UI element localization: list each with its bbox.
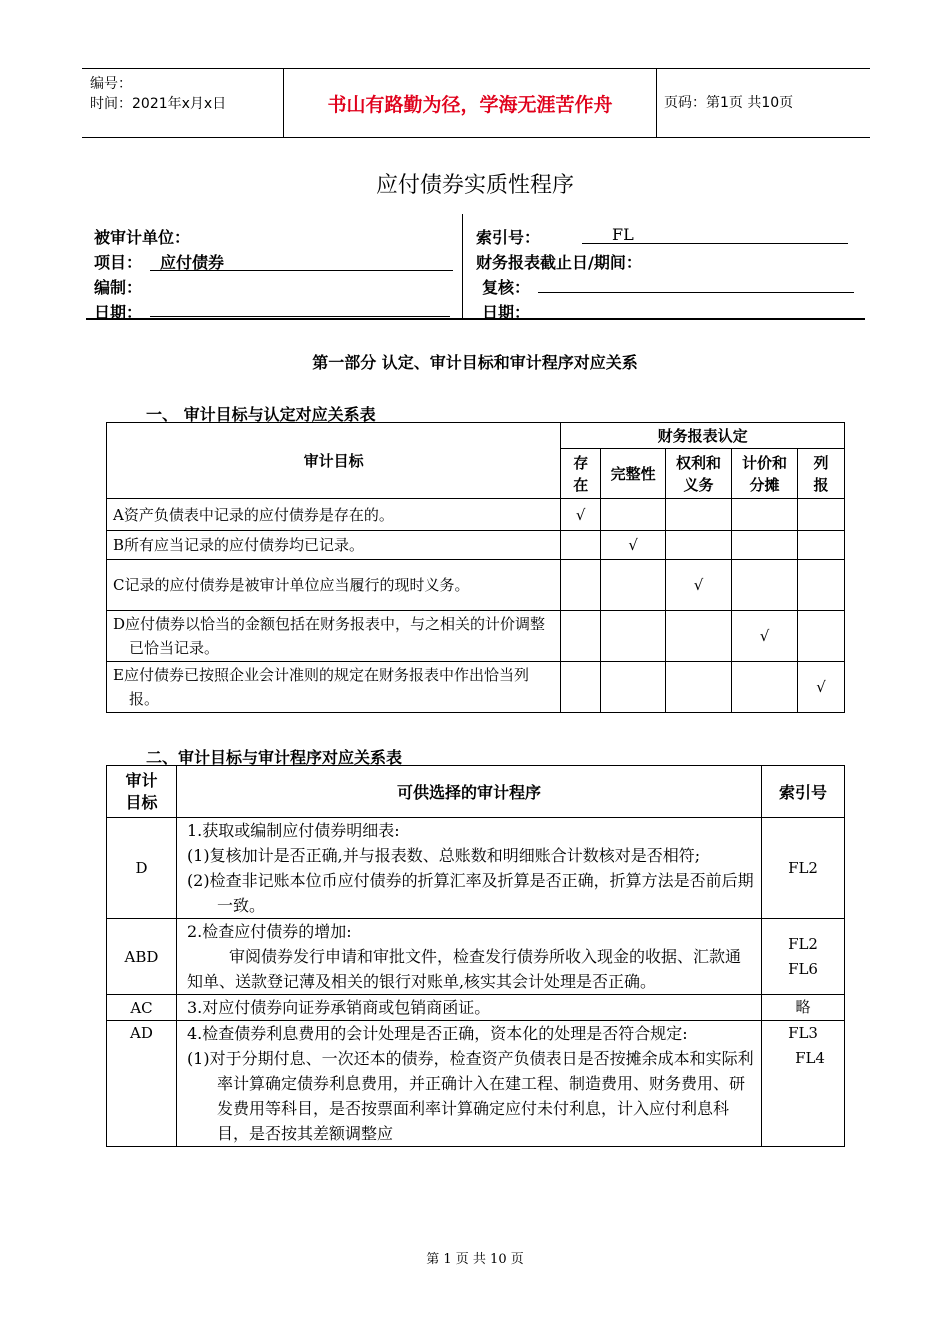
assertion-table: [106, 422, 845, 713]
goal-code: D: [107, 818, 177, 919]
info-divider: [462, 214, 463, 318]
review-label: 复核：: [482, 278, 531, 297]
goal-text: C记录的应付债券是被审计单位应当履行的现时义务。: [113, 576, 470, 594]
table-row: [107, 1021, 845, 1147]
procedure-line: (2)检查非记账本位币应付债券的折算汇率及折算是否正确，折算方法是否前后期一致。: [186, 871, 754, 915]
header-meta: [82, 69, 282, 137]
index-ref: FL6: [788, 959, 818, 978]
procedure-line: 4.检查债券利息费用的会计处理是否正确，资本化的处理是否符合规定:: [186, 1024, 688, 1043]
goal-col-header: 审计目标: [107, 766, 177, 818]
goal-code: AC: [107, 995, 177, 1021]
check-cell: √: [666, 560, 732, 611]
date-label: 日期：: [94, 303, 143, 322]
index-underline: [582, 243, 848, 244]
procedure-table: [106, 765, 845, 1147]
table-row: [107, 611, 845, 662]
header-page: 页码：第1页 共10页: [664, 95, 794, 111]
check-cell: √: [601, 531, 666, 560]
table-row: [107, 662, 845, 713]
assertion-rights: 权利和义务: [666, 449, 732, 499]
assertion-header: 财务报表认定: [561, 423, 845, 449]
check-cell: √: [561, 499, 601, 531]
procedure-line: (1)对于分期付息、一次还本的债券，检查资产负债表日是否按摊余成本和实际利率计算确定债券利息费用，并正确计入在建工程、制造费用、财务费用、研发费用等科目，是否按票面利率计算确定应付未付利息，计入应付利息科目，是否按其差额调整应: [186, 1049, 754, 1143]
index-value: FL: [612, 225, 634, 244]
table-row: [107, 560, 845, 611]
assertion-presentation: 列报: [798, 449, 845, 499]
header-time: 时间：2021年x月x日: [90, 96, 227, 112]
check-cell: √: [798, 662, 845, 713]
goal-code: AD: [107, 1021, 177, 1147]
compiler-label: 编制：: [94, 278, 143, 297]
index-ref: FL4: [795, 1049, 825, 1067]
table-row: [107, 499, 845, 531]
assertion-existence: 存在: [561, 449, 601, 499]
goal-text: A资产负债表中记录的应付债券是存在的。: [113, 505, 394, 524]
unit-label: 被审计单位：: [94, 228, 191, 247]
procedure-line: 3.对应付债券向证券承销商或包销商函证。: [186, 998, 491, 1017]
date-underline: [150, 316, 450, 317]
info-bottom-rule: [86, 318, 865, 320]
period-label: 财务报表截止日/期间：: [476, 253, 642, 272]
page-title: 应付债券实质性程序: [375, 173, 574, 198]
part-title: 第一部分 认定、审计目标和审计程序对应关系: [312, 353, 638, 372]
goal-code: ABD: [107, 919, 177, 995]
table-row: [107, 531, 845, 560]
index-ref: FL2: [788, 934, 818, 953]
procedure-line: 2.检查应付债券的增加:: [186, 922, 352, 941]
goal-header: 审计目标: [107, 423, 561, 499]
index-label: 索引号：: [476, 228, 541, 247]
index-ref: FL2: [788, 858, 818, 877]
procedure-col-header: 可供选择的审计程序: [176, 766, 761, 818]
project-value: 应付债券: [160, 253, 225, 272]
procedure-line: 审阅债券发行申请和审批文件，检查发行债券所收入现金的收据、汇款通知单、送款登记薄及相关的银行对账单,核实其会计处理是否正确。: [186, 947, 741, 991]
table-row: [107, 995, 845, 1021]
table-row: [107, 919, 845, 995]
index-ref: 略: [795, 998, 811, 1016]
page-footer: 第 1 页 共 10 页: [426, 1252, 524, 1267]
assertion-valuation: 计价和分摊: [732, 449, 798, 499]
index-col-header: 索引号: [762, 766, 845, 818]
index-ref: FL3: [788, 1024, 818, 1042]
project-label: 项目：: [94, 253, 143, 272]
review-underline: [538, 292, 854, 293]
page-header: [82, 68, 870, 138]
goal-text: B所有应当记录的应付债券均已记录。: [113, 536, 365, 554]
goal-text: E应付债券已按照企业会计准则的规定在财务报表中作出恰当列报。: [113, 666, 529, 708]
procedure-line: 1.获取或编制应付债券明细表:: [186, 821, 400, 840]
goal-text: D应付债券以恰当的金额包括在财务报表中，与之相关的计价调整已恰当记录。: [113, 615, 546, 657]
section2-title: 二、审计目标与审计程序对应关系表: [146, 748, 403, 767]
header-number: 编号：: [90, 76, 132, 92]
table-row: [107, 818, 845, 919]
section1-title: 一、 审计目标与认定对应关系表: [146, 405, 376, 424]
procedure-line: (1)复核加计是否正确,并与报表数、总账数和明细账合计数核对是否相符;: [186, 846, 701, 865]
project-underline: [150, 270, 453, 271]
check-cell: √: [732, 611, 798, 662]
header-motto: 书山有路勤为径，学海无涯苦作舟: [283, 69, 657, 137]
assertion-completeness: 完整性: [601, 449, 666, 499]
date2-label: 日期：: [482, 303, 531, 322]
